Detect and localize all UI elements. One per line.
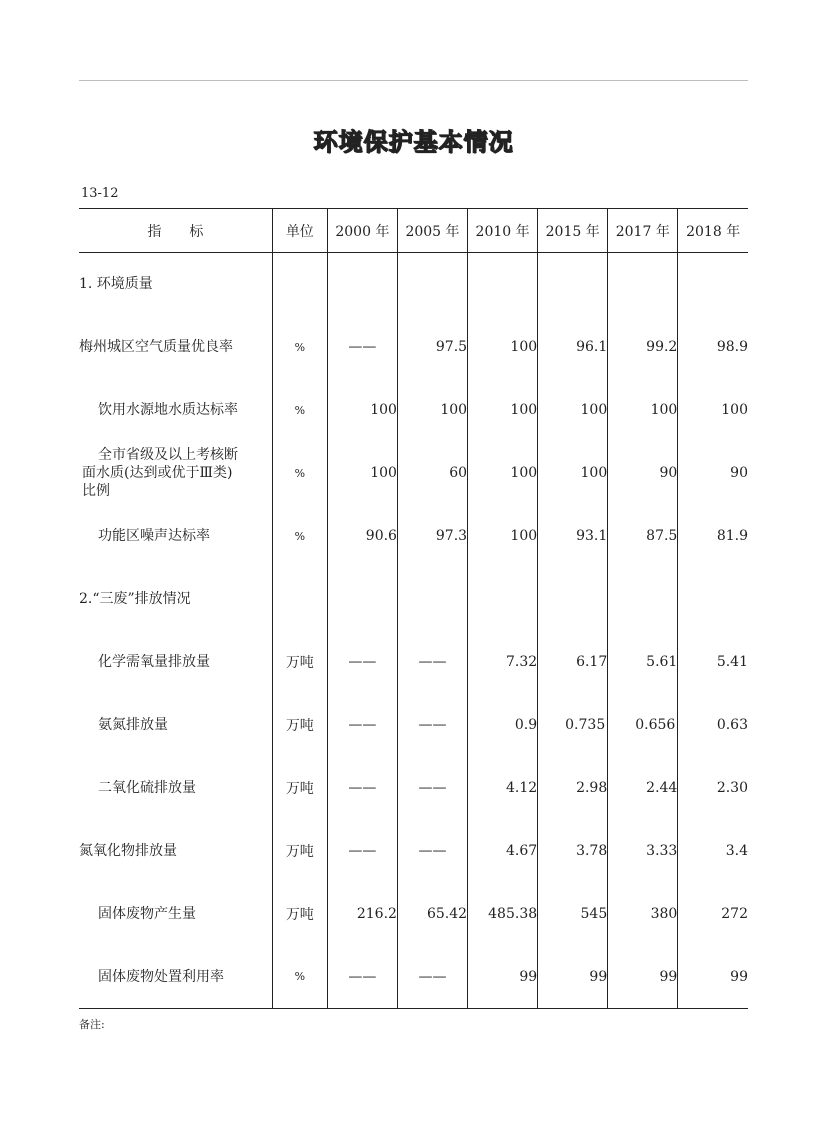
value-cell: 87.5 (608, 505, 678, 568)
value-cell: 2.30 (678, 757, 748, 820)
table-row (79, 442, 748, 505)
value-cell: 0.735 (538, 694, 608, 757)
header-indicator: 指 标 (79, 209, 272, 253)
value-cell: 0.63 (678, 694, 748, 757)
value-cell (327, 253, 397, 316)
table-row (79, 694, 748, 757)
value-cell: 97.3 (397, 505, 467, 568)
value-cell (538, 253, 608, 316)
value-cell: 96.1 (538, 316, 608, 379)
value-cell: 6.17 (538, 631, 608, 694)
value-cell: 99 (678, 946, 748, 1009)
section-row-three-wastes (79, 568, 748, 631)
value-cell: 4.67 (468, 820, 538, 883)
value-cell: —— (327, 946, 397, 1009)
indicator-cell: 功能区噪声达标率 (98, 528, 210, 544)
value-cell: 3.33 (608, 820, 678, 883)
indicator-cell: 氮氧化物排放量 (79, 843, 177, 859)
value-cell: 380 (608, 883, 678, 946)
value-cell: 99.2 (608, 316, 678, 379)
value-cell: 100 (538, 379, 608, 442)
value-cell: 3.4 (678, 820, 748, 883)
unit-cell: 万吨 (272, 883, 327, 946)
indicator-line: 全市省级及以上考核断 (98, 447, 238, 463)
section-label: 1. 环境质量 (79, 276, 153, 293)
header-year-2000: 2000 年 (327, 209, 397, 253)
value-cell: 5.41 (678, 631, 748, 694)
value-cell: —— (397, 946, 467, 1009)
header-year-2015: 2015 年 (538, 209, 608, 253)
value-cell (468, 568, 538, 631)
value-cell: 90 (678, 442, 748, 505)
value-cell: 100 (327, 379, 397, 442)
table-number: 13-12 (81, 186, 119, 201)
header-year-2017: 2017 年 (608, 209, 678, 253)
value-cell: 100 (468, 379, 538, 442)
value-cell: —— (327, 316, 397, 379)
indicator-cell: 二氧化硫排放量 (98, 780, 196, 796)
value-cell: 4.12 (468, 757, 538, 820)
unit-cell: 万吨 (272, 820, 327, 883)
value-cell: 100 (678, 379, 748, 442)
indicator-cell: 氨氮排放量 (98, 717, 168, 733)
unit-cell: % (272, 379, 327, 442)
value-cell: 97.5 (397, 316, 467, 379)
value-cell: 60 (397, 442, 467, 505)
table-row (79, 757, 748, 820)
table-row (79, 505, 748, 568)
value-cell: —— (397, 694, 467, 757)
value-cell: 100 (538, 442, 608, 505)
table-row (79, 379, 748, 442)
value-cell: 90 (608, 442, 678, 505)
value-cell: 545 (538, 883, 608, 946)
environment-table (79, 208, 748, 1009)
value-cell (608, 568, 678, 631)
indicator-cell: 固体废物处置利用率 (79, 946, 272, 1009)
value-cell: 2.44 (608, 757, 678, 820)
unit-cell (272, 253, 327, 316)
unit-cell: 万吨 (272, 757, 327, 820)
table-row (79, 631, 748, 694)
value-cell: 100 (468, 316, 538, 379)
value-cell (468, 253, 538, 316)
section-label: 2.“三废”排放情况 (79, 591, 191, 607)
value-cell (327, 568, 397, 631)
value-cell: 7.32 (468, 631, 538, 694)
value-cell (608, 253, 678, 316)
indicator-cell: 固体废物产生量 (98, 906, 196, 922)
value-cell: —— (397, 631, 467, 694)
value-cell: 2.98 (538, 757, 608, 820)
value-cell: 100 (397, 379, 467, 442)
header-unit: 单位 (272, 209, 327, 253)
value-cell (678, 253, 748, 316)
table-row (79, 316, 748, 379)
value-cell (397, 253, 467, 316)
table-row (79, 883, 748, 946)
value-cell: 3.78 (538, 820, 608, 883)
header-year-2010: 2010 年 (468, 209, 538, 253)
value-cell: —— (327, 820, 397, 883)
value-cell: 65.42 (397, 883, 467, 946)
value-cell: 81.9 (678, 505, 748, 568)
unit-cell: 万吨 (272, 631, 327, 694)
unit-cell (272, 568, 327, 631)
value-cell: 100 (468, 442, 538, 505)
header-year-2018: 2018 年 (678, 209, 748, 253)
indicator-cell: 饮用水源地水质达标率 (98, 402, 238, 418)
unit-cell: % (272, 505, 327, 568)
value-cell: 216.2 (327, 883, 397, 946)
value-cell: —— (397, 757, 467, 820)
value-cell: 100 (327, 442, 397, 505)
section-row-environment-quality (79, 253, 748, 316)
unit-cell: 万吨 (272, 694, 327, 757)
value-cell: 99 (608, 946, 678, 1009)
top-rule (79, 80, 748, 81)
value-cell: 5.61 (608, 631, 678, 694)
indicator-line: 比例 (82, 483, 110, 499)
value-cell (397, 568, 467, 631)
value-cell (538, 568, 608, 631)
value-cell: 90.6 (327, 505, 397, 568)
value-cell (678, 568, 748, 631)
value-cell: 100 (608, 379, 678, 442)
value-cell: —— (327, 631, 397, 694)
value-cell: 93.1 (538, 505, 608, 568)
page-title: 环境保护基本情况 (313, 127, 514, 156)
table-row (79, 946, 748, 1009)
value-cell: 0.656 (608, 694, 678, 757)
value-cell: 100 (468, 505, 538, 568)
unit-cell: % (272, 316, 327, 379)
header-row (79, 209, 748, 253)
value-cell: —— (327, 694, 397, 757)
indicator-cell: 梅州城区空气质量优良率 (79, 339, 233, 355)
value-cell: 485.38 (468, 883, 538, 946)
value-cell: 98.9 (678, 316, 748, 379)
header-year-2005: 2005 年 (397, 209, 467, 253)
table-row (79, 820, 748, 883)
value-cell: 272 (678, 883, 748, 946)
value-cell: 0.9 (468, 694, 538, 757)
indicator-cell (79, 442, 272, 505)
unit-cell: % (272, 946, 327, 1009)
value-cell: —— (397, 820, 467, 883)
footnote: 备注: (79, 1018, 105, 1031)
unit-cell: % (272, 442, 327, 505)
value-cell: 99 (538, 946, 608, 1009)
indicator-line: 面水质(达到或优于Ⅲ类) (82, 465, 233, 481)
value-cell: 99 (468, 946, 538, 1009)
indicator-cell: 化学需氧量排放量 (98, 654, 210, 670)
value-cell: —— (327, 757, 397, 820)
